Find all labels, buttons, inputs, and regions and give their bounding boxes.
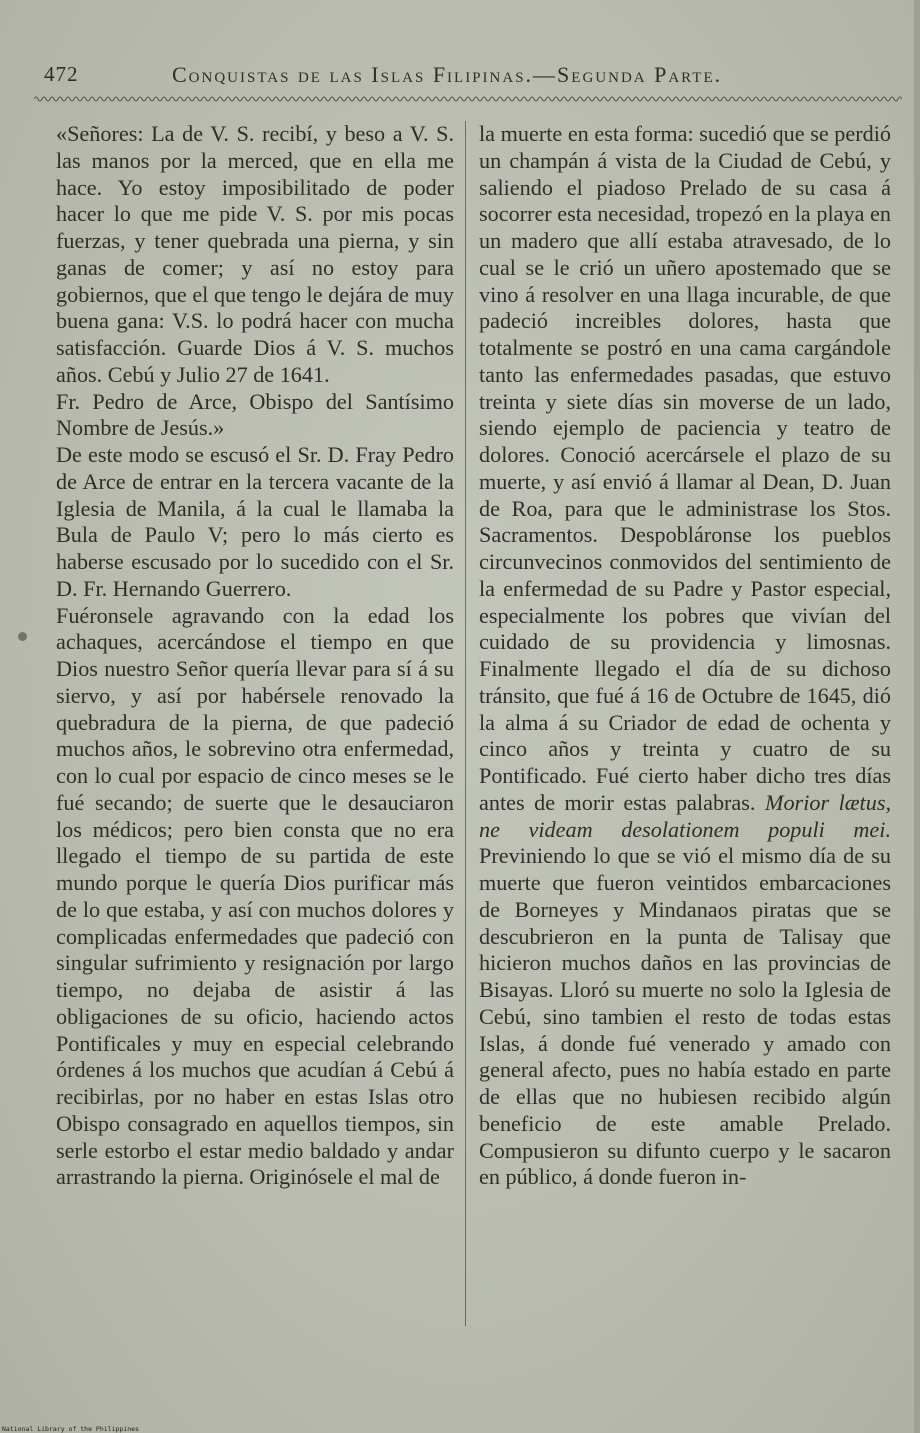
right-text-column (479, 121, 891, 1191)
left-text-column (56, 121, 454, 1191)
paragraph: De este modo se escusó el Sr. D. Fray Pedro de Arce de entrar en la tercera vacante de la Iglesia de Manila, á la cual le llamaba la Bula de Paulo V; pero lo más cierto es haberse escusado por lo sucedido con el Sr. D. Fr. Hernando Guerrero. (56, 442, 454, 601)
signature-paragraph: Fr. Pedro de Arce, Obispo del Santísimo Nombre de Jesús.» (56, 388, 454, 441)
paragraph-text: la muerte en esta forma: sucedió que se perdió un champán á vista de la Ciudad de Cebú, y saliendo el piadoso Prelado de su casa á socorrer esta necesidad, tropezó en la playa en un madero que allí estaba atravesado, de lo cual se le crió un uñero apostemado que se vino á resolver en una llaga incurable, de que padeció increibles dolores, hasta que totalmente se postró en una cama cargándole tanto las enfermedades pasadas, que estuvo treinta y siete días sin moverse de un lado, siendo ejemplo de paciencia y teatro de dolores. Conoció acercársele el plazo de su muerte, y así envió á llamar al Dean, D. Juan de Roa, para que le administrase los Stos. Sacramentos. Despobláronse los pueblos circunvecinos conmovidos del sentimiento de la enfermedad de su Padre y Pastor especial, especialmente los pobres que vivían del cuidado de su providencia y limosnas. Finalmente llegado el día de su dichoso tránsito, que fué á 16 de Octubre de 1645, dió la alma á su Criador de edad de ochenta y cinco años y treinta y cuatro de su Pontificado. Fué cierto haber dicho tres días antes de morir estas palabras. (479, 121, 891, 815)
column-divider (465, 121, 466, 1326)
paragraph (479, 121, 891, 1191)
page-edge (914, 0, 920, 1433)
running-header (0, 58, 920, 98)
paragraph: Fuéronsele agravando con la edad los achaques, acercándose el tiempo en que Dios nuestro Señor quería llevar para sí á su siervo, y así por habérsele renovado la quebradura de la pierna, de que padeció muchos años, le sobrevino otra enfermedad, con lo cual por espacio de cinco meses se le fué secando; de suerte que le desauciaron los médicos; pero bien consta que no era llegado el tiempo de su partida de este mundo porque le quería Dios purificar más de lo que estaba, y así con muchos dolores y complicadas enfermedades que padeció con singular sufrimiento y resignación por largo tiempo, no dejaba de asistir á las obligaciones de su oficio, haciendo actos Pontificales y muy en especial celebrando órdenes á los muchos que acudían á Cebú á recibirlas, por no haber en estas Islas otro Obispo consagrado en aquellos tiempos, sin serle estorbo el estar medio baldado y andar arrastrando la pierna. Originósele el mal de (56, 602, 454, 1190)
latin-quote: Morior lætus, ne videam desolationem populi mei. (479, 789, 892, 842)
ink-spot (18, 632, 27, 641)
running-title: Conquistas de las Islas Filipinas.—Segunda Parte. (172, 62, 723, 87)
page-number: 472 (44, 62, 79, 86)
wavy-rule-ornament (34, 94, 902, 104)
library-footer: National Library of the Philippines (2, 1425, 139, 1433)
letter-paragraph: «Señores: La de V. S. recibí, y beso a V. S. las manos por la merced, que en ella me hace. Yo estoy imposibilitado de poder hacer lo que me pide V. S. por mis pocas fuerzas, y tener quebrada una pierna, y sin ganas de comer; y así no estoy para gobiernos, que el que tengo le dejára de muy buena gana: V.S. lo podrá hacer con mucha satisfacción. Guarde Dios á V. S. muchos años. Cebú y Julio 27 de 1641. (56, 121, 454, 387)
paragraph-text: Previniendo lo que se vió el mismo día de su muerte que fueron veintidos embarcaciones de Borneyes y Mindanaos piratas que se descubrieron en la punta de Talisay que hicieron muchos daños en las provincias de Bisayas. Lloró su muerte no solo la Iglesia de Cebú, sino tambien el resto de todas estas Islas, á donde fué venerado y amado con general afecto, pues no había estado en parte de ellas que no hubiesen recibido algún beneficio de este amable Prelado. Compusieron su difunto cuerpo y le sacaron en público, á donde fueron in- (479, 843, 891, 1190)
